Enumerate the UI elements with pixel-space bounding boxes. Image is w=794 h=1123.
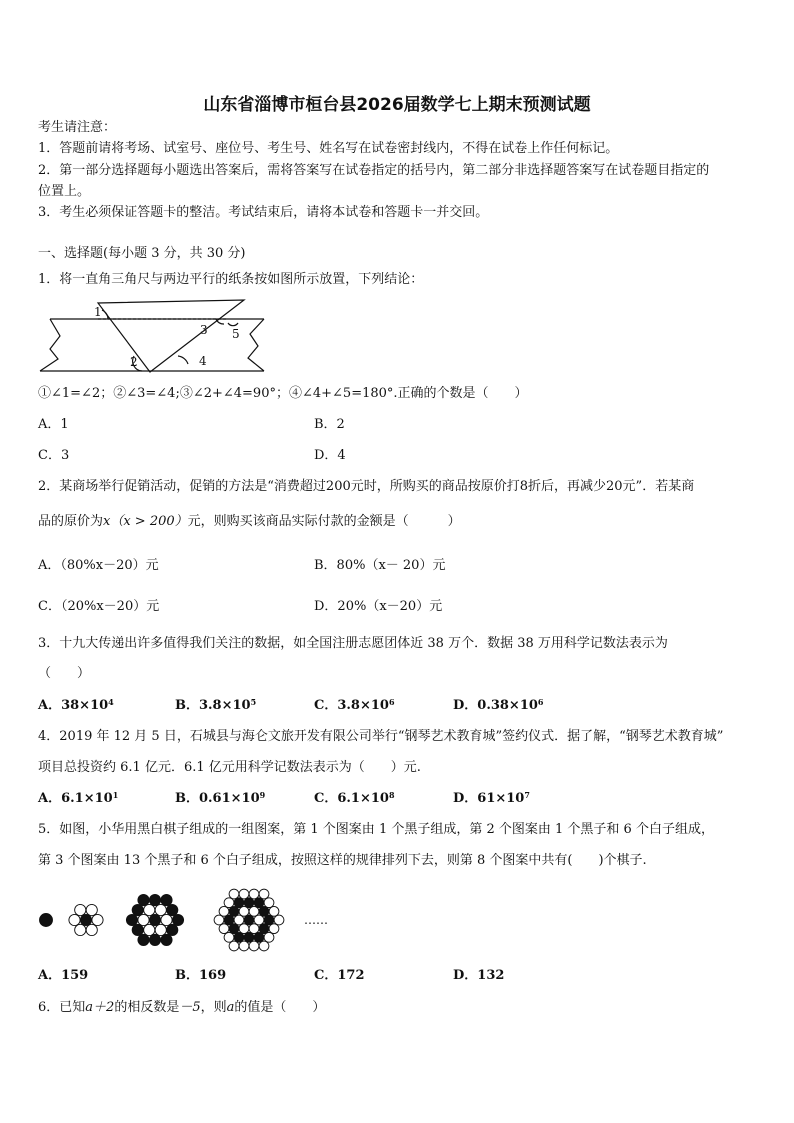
- q1-option-b: B．2: [314, 417, 345, 432]
- black-stone: [161, 894, 172, 905]
- black-stone: [40, 914, 53, 927]
- black-stone: [149, 894, 160, 905]
- q4-line2: 项目总投资约 6.1 亿元．6.1 亿元用科学记数法表示为（ ）元.: [38, 760, 421, 775]
- white-stone: [86, 904, 97, 915]
- white-stone: [249, 889, 259, 899]
- notice-item-2-cont: 位置上。: [38, 184, 91, 199]
- black-stone: [167, 904, 178, 915]
- white-stone: [259, 941, 269, 951]
- angle-arc-3: [216, 319, 224, 324]
- white-stone: [75, 924, 86, 935]
- notice-item-1: 1．答题前请将考场、试室号、座位号、考生号、姓名写在试卷密封线内，不得在试卷上作任何标记。: [38, 141, 619, 156]
- q6-math-neg5: －5: [179, 1000, 201, 1015]
- black-stone: [132, 904, 143, 915]
- q4-option-d: D．$61\times 10^7$: [453, 790, 530, 806]
- q1-option-a: A．1: [38, 417, 69, 432]
- white-stone: [259, 889, 269, 899]
- white-stone: [161, 914, 172, 925]
- q2-line2-suffix: 元，则购买该商品实际付款的金额是（ ）: [187, 514, 461, 529]
- q6-suffix: 的值是（ ）: [234, 1000, 326, 1015]
- pattern-2: [69, 904, 103, 935]
- white-stone: [219, 906, 229, 916]
- black-stone: [254, 932, 264, 942]
- white-stone: [155, 904, 166, 915]
- q2-option-d: D．20%（x－20）元: [314, 599, 443, 614]
- white-stone: [274, 915, 284, 925]
- white-stone: [254, 915, 264, 925]
- white-stone: [249, 941, 259, 951]
- black-stone: [167, 924, 178, 935]
- white-stone: [144, 904, 155, 915]
- angle-label-4: 4: [199, 354, 207, 368]
- q5-figure-chess-patterns: [36, 878, 336, 958]
- q1-option-d: D．4: [314, 448, 346, 463]
- black-stone: [224, 915, 234, 925]
- q6-line: [38, 1000, 325, 1016]
- q3-line1: 3．十九大传递出许多值得我们关注的数据，如全国注册志愿团体近 38 万个．数据 38 万用科学记数法表示为: [38, 636, 668, 651]
- white-stone: [92, 914, 103, 925]
- white-stone: [239, 941, 249, 951]
- white-stone: [269, 906, 279, 916]
- angle-label-3: 3: [200, 323, 208, 337]
- q3-line2: （ ）: [38, 666, 91, 681]
- black-stone: [244, 932, 254, 942]
- white-stone: [214, 915, 224, 925]
- black-stone: [234, 898, 244, 908]
- q6-middle: 的相反数是: [114, 1000, 180, 1015]
- white-stone: [224, 932, 234, 942]
- white-stone: [239, 924, 249, 934]
- white-stone: [155, 924, 166, 935]
- q6-math-a-plus-2: a＋2: [85, 1000, 115, 1015]
- white-stone: [219, 924, 229, 934]
- black-stone: [254, 898, 264, 908]
- q6-prefix: 6．已知: [38, 1000, 86, 1015]
- black-stone: [229, 924, 239, 934]
- q2-option-b: B．80%（x－ 20）元: [314, 558, 446, 573]
- black-stone: [259, 924, 269, 934]
- q5-option-d: D．132: [453, 968, 505, 983]
- q1-figure-triangle-ruler: [38, 296, 274, 378]
- q2-option-a: A．（80%x－20）元: [38, 558, 159, 573]
- q4-line1: 4．2019 年 12 月 5 日，石城县与海仑文旅开发有限公司举行“钢琴艺术教育城”签约仪式．据了解，“钢琴艺术教育城”: [38, 729, 724, 744]
- q1-conclusions: ①∠1=∠2；②∠3=∠4;③∠2+∠4=90°；④∠4+∠5=180°.正确的个数是（ ）: [38, 386, 528, 401]
- black-stone: [138, 894, 149, 905]
- white-stone: [69, 914, 80, 925]
- q6-math-a: a: [226, 1000, 235, 1015]
- black-stone: [244, 915, 254, 925]
- q4-option-c: C．$6.1\times 10^8$: [314, 790, 395, 806]
- notice-item-2: 2．第一部分选择题每小题选出答案后，需将答案写在试卷指定的括号内，第二部分非选择题答案写在试卷题目指定的: [38, 163, 710, 178]
- black-stone: [264, 915, 274, 925]
- black-stone: [172, 914, 183, 925]
- q3-option-a: A．$38\times 10^4$: [38, 697, 114, 713]
- q4-option-a: A．$6.1\times 10^1$: [38, 790, 119, 806]
- white-stone: [75, 904, 86, 915]
- angle-label-1: 1: [94, 305, 102, 319]
- q5-ellipsis: ……: [304, 913, 328, 927]
- black-stone: [161, 934, 172, 945]
- angle-label-2: 2: [130, 355, 138, 369]
- white-stone: [239, 906, 249, 916]
- q2-line2-math: x（x > 200）: [103, 514, 188, 529]
- section-heading: 一、选择题(每小题 3 分，共 30 分): [38, 246, 246, 261]
- white-stone: [86, 924, 97, 935]
- q4-option-b: B．$0.61\times 10^9$: [175, 790, 266, 806]
- white-stone: [249, 906, 259, 916]
- white-stone: [229, 941, 239, 951]
- black-stone: [149, 934, 160, 945]
- white-stone: [264, 898, 274, 908]
- q2-line2-prefix: 品的原价为: [38, 514, 104, 529]
- q5-line1: 5．如图，小华用黑白棋子组成的一组图案，第 1 个图案由 1 个黑子组成，第 2 个图案由 1 个黑子和 6 个白子组成，: [38, 822, 714, 837]
- white-stone: [249, 924, 259, 934]
- q1-stem: 1．将一直角三角尺与两边平行的纸条按如图所示放置，下列结论：: [38, 272, 424, 287]
- angle-arc-5: [228, 323, 238, 326]
- white-stone: [264, 932, 274, 942]
- white-stone: [239, 889, 249, 899]
- pattern-3: [126, 894, 183, 945]
- pattern-1: [40, 914, 53, 927]
- q2-option-c: C．（20%x－20）元: [38, 599, 160, 614]
- q2-line2: [38, 514, 461, 530]
- q1-option-c: C．3: [38, 448, 70, 463]
- white-stone: [229, 889, 239, 899]
- angle-arc-4: [178, 356, 188, 364]
- q5-line2: 第 3 个图案由 13 个黑子和 6 个白子组成，按照这样的规律排列下去，则第 8 个图案中共有( )个棋子.: [38, 853, 647, 868]
- page-title: 山东省淄博市桓台县2026届数学七上期末预测试题: [203, 95, 591, 115]
- white-stone: [138, 914, 149, 925]
- q5-option-b: B．169: [175, 968, 227, 983]
- q5-option-a: A．159: [38, 968, 89, 983]
- pattern-4: [214, 889, 284, 951]
- white-stone: [224, 898, 234, 908]
- black-stone: [138, 934, 149, 945]
- notice-item-3: 3．考生必须保证答题卡的整洁。考试结束后，请将本试卷和答题卡一并交回。: [38, 205, 489, 220]
- q3-option-b: B．$3.8\times 10^5$: [175, 697, 257, 713]
- black-stone: [234, 932, 244, 942]
- white-stone: [234, 915, 244, 925]
- black-stone: [244, 898, 254, 908]
- black-stone: [229, 906, 239, 916]
- paper-strip-right-cut: [248, 319, 264, 371]
- q6-middle2: ，则: [200, 1000, 227, 1015]
- q3-option-d: D．$0.38\times 10^6$: [453, 697, 544, 713]
- q5-option-c: C．172: [314, 968, 365, 983]
- q2-line1: 2．某商场举行促销活动，促销的方法是“消费超过200元时，所购买的商品按原价打8折后，再减少20元”．若某商: [38, 479, 695, 494]
- white-stone: [144, 924, 155, 935]
- notice-heading: 考生请注意：: [38, 120, 117, 135]
- black-stone: [80, 914, 91, 925]
- triangle-ruler: [98, 300, 244, 372]
- black-stone: [126, 914, 137, 925]
- angle-label-5: 5: [232, 327, 240, 341]
- black-stone: [132, 924, 143, 935]
- angle-arc-1: [102, 310, 108, 319]
- black-stone: [149, 914, 160, 925]
- white-stone: [269, 924, 279, 934]
- q3-option-c: C．$3.8\times 10^6$: [314, 697, 395, 713]
- paper-strip-left-cut: [40, 319, 60, 371]
- black-stone: [259, 906, 269, 916]
